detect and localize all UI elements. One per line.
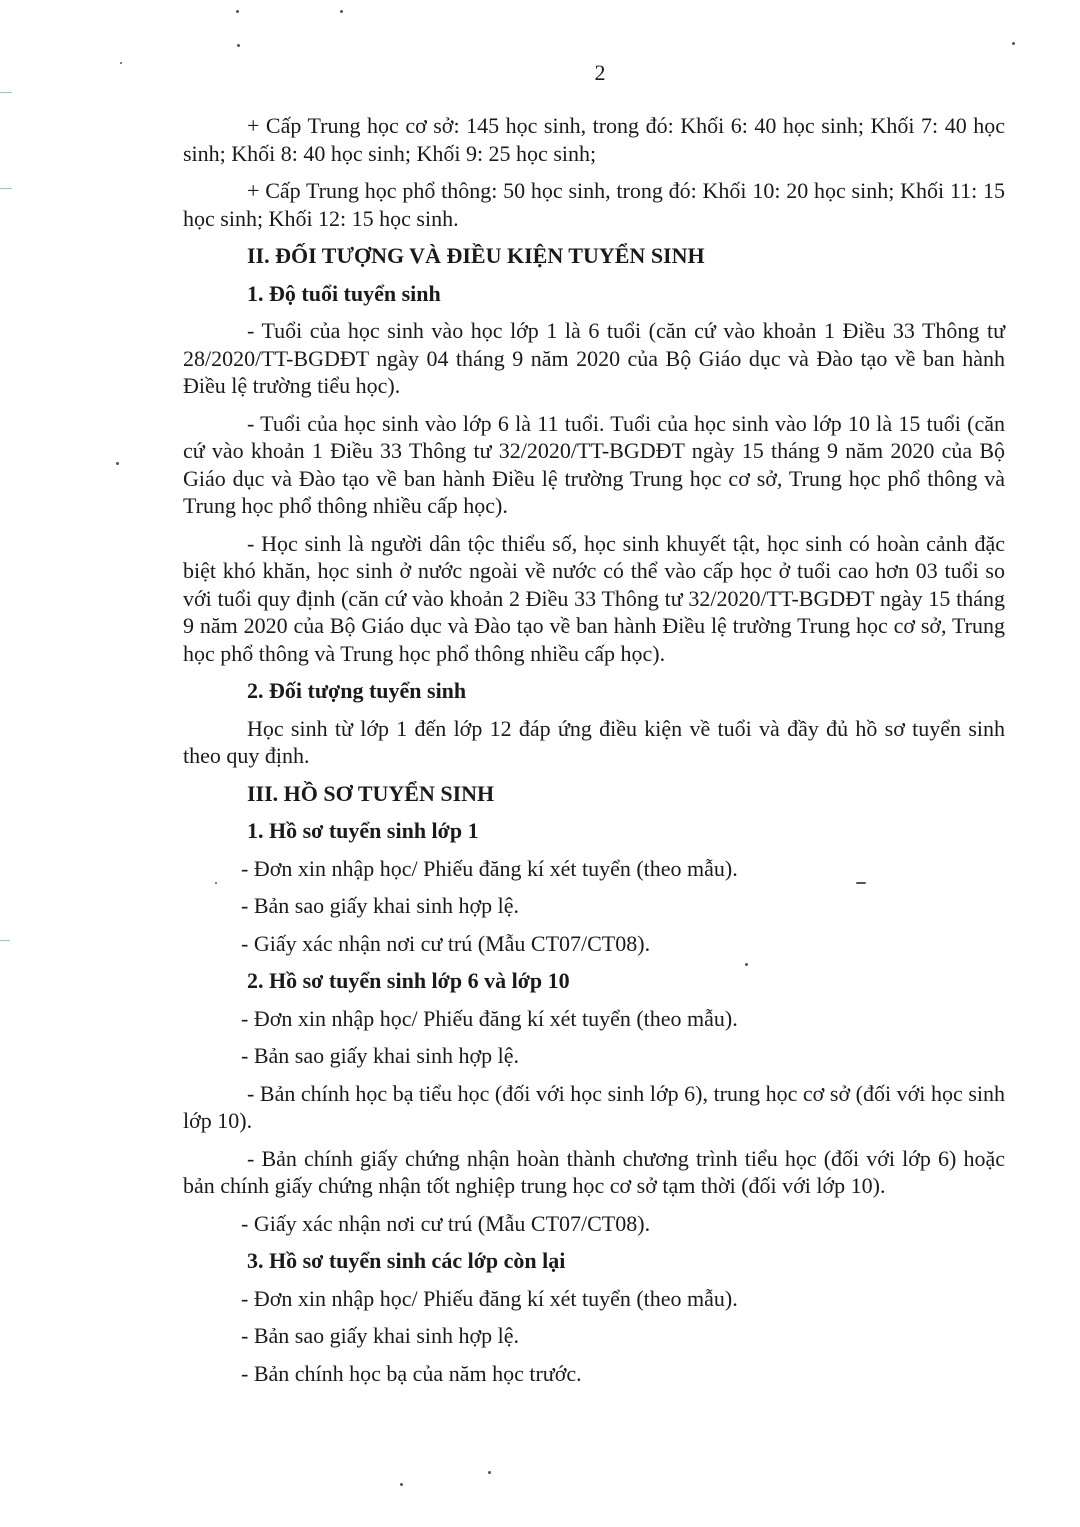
paragraph: + Cấp Trung học cơ sở: 145 học sinh, trong đó: Khối 6: 40 học sinh; Khối 7: 40 học sinh; Khối 8: 40 học sinh; Khối 9: 25 học sinh;: [183, 113, 1005, 166]
paragraph: - Bản chính học bạ tiểu học (đối với học sinh lớp 6), trung học cơ sở (đối với học sinh lớp 10).: [183, 1080, 1005, 1133]
subsection-heading: 1. Hồ sơ tuyển sinh lớp 1: [247, 818, 479, 843]
list-item: - Giấy xác nhận nơi cư trú (Mẫu CT07/CT08).: [241, 930, 651, 956]
document-body: [183, 112, 1005, 1397]
scan-speck: [745, 963, 748, 966]
list-item: - Giấy xác nhận nơi cư trú (Mẫu CT07/CT08).: [241, 1210, 651, 1236]
scan-speck: [340, 10, 343, 13]
scan-speck: [236, 10, 239, 13]
section-heading: III. HỒ SƠ TUYỂN SINH: [247, 780, 495, 806]
scan-speck: [400, 1483, 403, 1486]
list-item: - Đơn xin nhập học/ Phiếu đăng kí xét tuyển (theo mẫu).: [241, 1285, 738, 1311]
paragraph: + Cấp Trung học phổ thông: 50 học sinh, trong đó: Khối 10: 20 học sinh; Khối 11: 15 học sinh; Khối 12: 15 học sinh.: [183, 178, 1005, 231]
subsection-heading: 1. Độ tuổi tuyển sinh: [247, 280, 441, 306]
scan-speck: [488, 1471, 491, 1474]
scan-speck: [856, 882, 866, 884]
scan-speck: [215, 882, 217, 884]
list-item: - Bản sao giấy khai sinh hợp lệ.: [241, 893, 520, 918]
section-heading: II. ĐỐI TƯỢNG VÀ ĐIỀU KIỆN TUYỂN SINH: [247, 243, 705, 268]
paragraph: - Bản chính giấy chứng nhận hoàn thành chương trình tiểu học (đối với lớp 6) hoặc bản chính giấy chứng nhận tốt nghiệp trung học cơ sở tạm thời (đối với lớp 10).: [183, 1145, 1005, 1198]
list-item: - Bản sao giấy khai sinh hợp lệ.: [241, 1043, 520, 1068]
paragraph: - Tuổi của học sinh vào học lớp 1 là 6 tuổi (căn cứ vào khoản 1 Điều 33 Thông tư 28/2020/TT-BGDĐT ngày 04 tháng 9 năm 2020 của Bộ Giáo dục và Đào tạo về ban hành Điều lệ trường tiểu học).: [183, 318, 1005, 398]
scan-speck: [237, 44, 240, 47]
list-item: - Đơn xin nhập học/ Phiếu đăng kí xét tuyển (theo mẫu).: [241, 855, 738, 881]
scan-speck: [120, 62, 122, 64]
list-item: - Bản sao giấy khai sinh hợp lệ.: [241, 1323, 520, 1348]
paragraph: - Học sinh là người dân tộc thiểu số, học sinh khuyết tật, học sinh có hoàn cảnh đặc biệt khó khăn, học sinh ở nước ngoài về nước có thể vào cấp học ở tuổi cao hơn 03 tuổi so với tuổi quy định (căn cứ vào khoản 2 Điều 33 Thông tư 32/2020/TT-BGDĐT ngày 15 tháng 9 năm 2020 của Bộ Giáo dục và Đào tạo về ban hành Điều lệ trường Trung học cơ sở, Trung học phổ thông và Trung học phổ thông nhiều cấp học).: [183, 530, 1005, 666]
scan-speck: [116, 462, 119, 465]
scan-edge-mark: [0, 92, 12, 93]
subsection-heading: 2. Đối tượng tuyển sinh: [247, 678, 467, 703]
scan-speck: [1012, 42, 1015, 45]
list-item: - Đơn xin nhập học/ Phiếu đăng kí xét tuyển (theo mẫu).: [241, 1005, 738, 1031]
page-number: 2: [594, 60, 606, 85]
paragraph: Học sinh từ lớp 1 đến lớp 12 đáp ứng điều kiện về tuổi và đầy đủ hồ sơ tuyển sinh theo quy định.: [183, 715, 1005, 768]
list-item: - Bản chính học bạ của năm học trước.: [241, 1360, 582, 1386]
scan-edge-mark: [0, 940, 10, 941]
scan-edge-mark: [0, 188, 12, 189]
subsection-heading: 3. Hồ sơ tuyển sinh các lớp còn lại: [247, 1248, 566, 1273]
paragraph: - Tuổi của học sinh vào lớp 6 là 11 tuổi. Tuổi của học sinh vào lớp 10 là 15 tuổi (căn cứ vào khoản 1 Điều 33 Thông tư 32/2020/TT-BGDĐT ngày 15 tháng 9 năm 2020 của Bộ Giáo dục và Đào tạo về ban hành Điều lệ trường Trung học cơ sở, Trung học phổ thông và Trung học phổ thông nhiều cấp học).: [183, 410, 1005, 518]
subsection-heading: 2. Hồ sơ tuyển sinh lớp 6 và lớp 10: [247, 968, 570, 993]
